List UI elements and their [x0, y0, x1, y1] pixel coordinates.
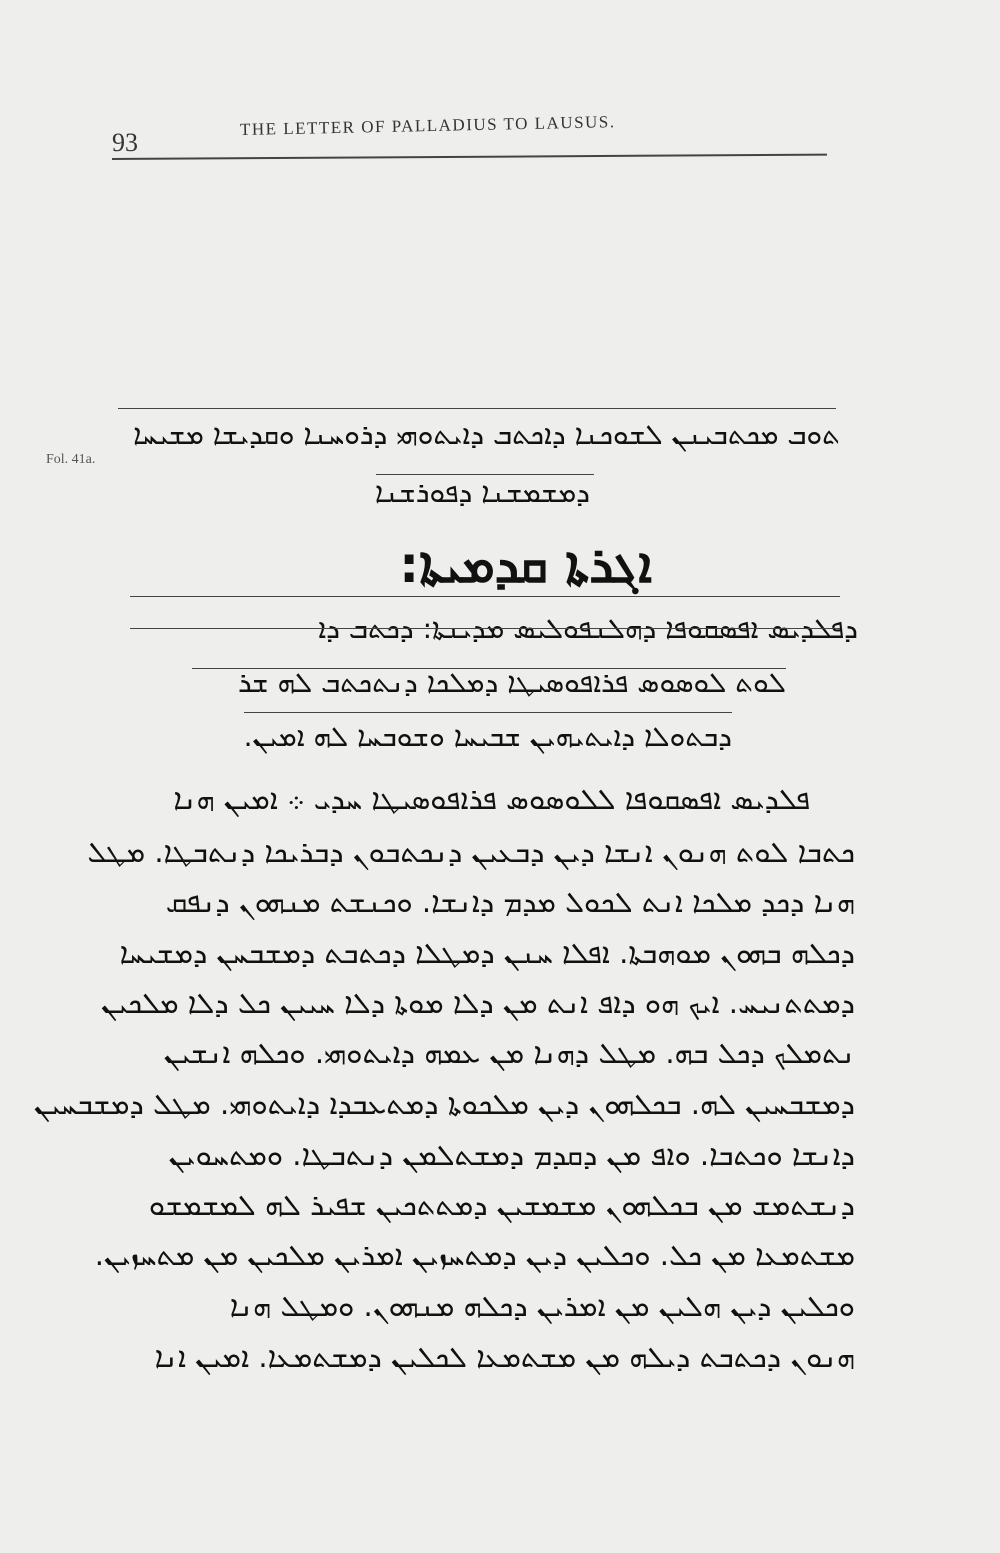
body-line-2: ܟܬܒܐ ܠܘܬ ܗܢܘܢ ܐܢܫܐ ܕܝܢ ܕܒܥܝܢ ܕܢܟܬܒܘܢ ܕܒܪܝܟܐ ܕܢܬܒܛܐ. ܡܛܠ [87, 835, 855, 869]
body-line-9: ܕܢܫܬܡܫ ܡܢ ܒܟܠܗܘܢ ܡܫܡܫܝܢ ܕܡܬܬܟܝܢ ܫܦܝܪ ܠܗ ܠܡܫܡܫܘ [148, 1188, 855, 1222]
title-rule [130, 596, 840, 597]
body-line-8: ܕܐܢܫܐ ܘܟܬܒܐ. ܘܐܦ ܡܢ ܕܩܕܡ ܕܡܫܬܠܡܢ ܕܢܬܒܛܐ. ܘܡܬܚܘܝܢ [168, 1138, 855, 1172]
body-line-11: ܘܟܠܝܢ ܕܝܢ ܗܠܝܢ ܡܢ ܐܡܪܝܢ ܕܟܠܗ ܡܢܗܘܢ. ܘܡܛܠ ܗܢܐ [229, 1289, 855, 1323]
letter-title: ܐܓܪܬܐ ܩܕܡܝܬܐ: [399, 536, 652, 594]
subheading-rule-3 [244, 712, 732, 713]
heading-line-1: ܬܘܒ ܡܟܬܒܝܢܢ ܠܫܘܟܢܐ ܕܐܟܬܒ ܕܐܝܬܘܗܝ ܕܪܘܚܢܐ ܘܩܕܝܫܐ ܡܫܝܚܐ [133, 418, 840, 451]
body-line-1: ܦܠܕܝܣ ܐܦܣܩܘܦܐ ܠܠܘܣܘܣ ܦܪܐܦܘܣܝܛܐ ܚܕܝ ܀ ܐܡܝܢ ܗܢܐ [173, 782, 810, 816]
body-line-4: ܕܟܠܗ ܒܗܘܢ ܡܘܗܒܬܐ. ܐܦܠܐ ܚܢܢ ܕܡܛܠܐ ܕܟܬܒܬ ܕܡܫܒܚܢ ܕܡܫܝܚܐ [119, 936, 855, 970]
body-line-6: ܢܬܡܠܟ ܕܟܠ ܒܗ. ܡܛܠ ܕܗܢܐ ܡܢ ܥܡܗ ܕܐܝܬܘܗܝ. ܘܟܠܗ ܐܢܫܝܢ [163, 1036, 855, 1070]
subheading-line-1: ܕܦܠܕܝܣ ܐܦܣܩܘܦܐ ܕܗܠܢܦܘܠܝܣ ܡܕܝܢܬܐ: ܕܟܬܒ ܕܐ [318, 612, 858, 645]
body-line-3: ܗܢܐ ܕܟܕ ܡܠܟܐ ܐܢܬ ܠܟܘܠ ܡܕܡ ܕܐܢܫܐ. ܘܟܢܫܬ ܡܢܗܘܢ ܕܢܦܩ [165, 885, 855, 919]
heading-line-2: ܕܡܫܡܫܢܐ ܕܦܘܪܫܢܐ [374, 476, 590, 509]
subheading-rule-1 [130, 628, 840, 629]
running-title: THE LETTER OF PALLADIUS TO LAUSUS. [239, 112, 616, 139]
folio-marginal-note: Fol. 41a. [46, 452, 96, 467]
page-number: 93 [112, 128, 138, 157]
body-line-12: ܗܢܘܢ ܕܟܬܒܬ ܕܝܠܗ ܡܢ ܡܫܬܡܥܐ ܠܟܠܝܢ ܕܡܫܬܡܥܐ. ܐܡܝܢ ܐܢܐ [154, 1340, 855, 1374]
header-rule [112, 154, 827, 160]
subheading-rule-2 [192, 668, 786, 669]
body-line-7: ܕܡܫܒܚܝܢ ܠܗ. ܒܟܠܗܘܢ ܕܝܢ ܡܠܟܘܬܐ ܕܡܬܥܒܕܐ ܕܐܝܬܘܗܝ. ܡܛܠ ܕܡܫܒܚܝܢ [33, 1087, 855, 1121]
heading-top-rule [118, 408, 836, 409]
body-line-10: ܡܫܬܡܥܐ ܡܢ ܟܠ. ܘܟܠܝܢ ܕܝܢ ܕܡܬܚܙܝܢ ܐܡܪܝܢ ܡܠܟܝܢ ܡܢ ܡܬܚܙܝܢ. [94, 1238, 855, 1272]
body-line-5: ܕܡܬܬܢܝܚ. ܐܝܟ ܗܘ ܕܐܦ ܐܢܬ ܡܢ ܕܠܐ ܡܘܬܐ ܕܠܐ ܚܝܝܢ ܟܠ ܕܠܐ ܡܠܟܝܢ [101, 986, 855, 1020]
heading-rule-2 [376, 474, 594, 475]
subheading-line-3: ܕܒܬܘܠܐ ܕܐܝܬܝܗܝܢ ܫܒܝܚܐ ܘܫܘܒܚܐ ܠܗ ܐܡܝܢ. [243, 720, 732, 753]
subheading-line-2: ܠܘܬ ܠܘܣܘܣ ܦܪܐܦܘܣܝܛܐ ܕܡܠܟܐ ܕܢܬܟܬܒ ܠܗ ܫܪ [237, 666, 786, 699]
